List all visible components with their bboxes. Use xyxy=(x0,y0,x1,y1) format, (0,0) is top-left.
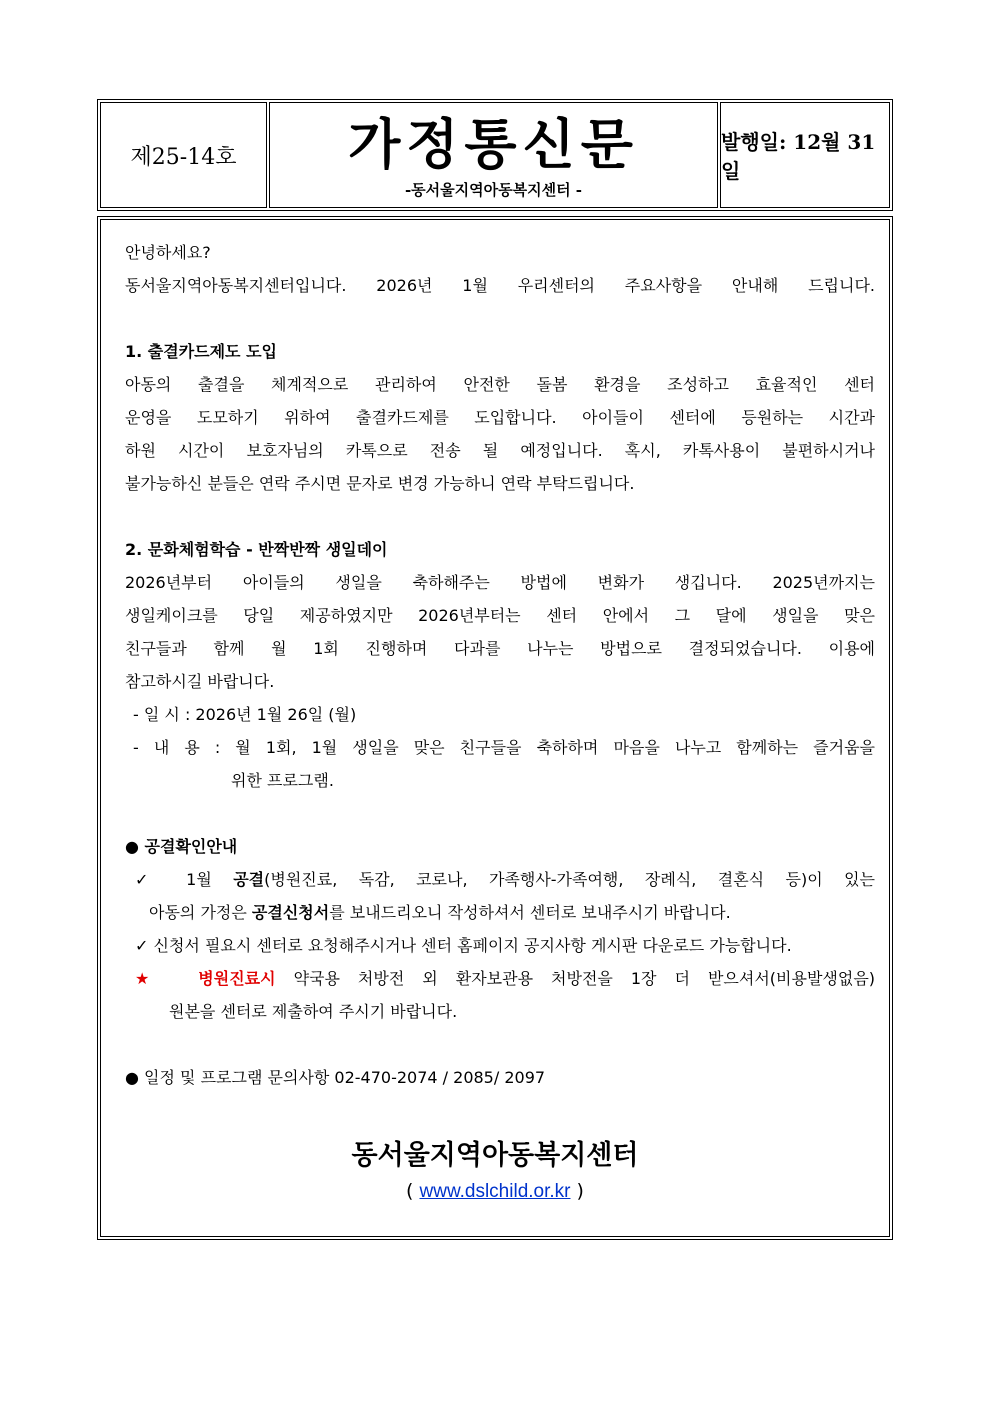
absence-check-1 xyxy=(125,863,875,896)
event-date: - 일 시 : 2026년 1월 26일 (월) xyxy=(133,705,357,724)
check-1-rest: (병원진료, 독감, 코로나, 가족행사-가족여행, 장례식, 결혼식 등)이 있는 xyxy=(264,870,876,889)
page-title: 가정통신문 xyxy=(348,112,639,176)
check-1-prefix: ✓ 1월 xyxy=(135,870,234,889)
header-inner xyxy=(100,102,890,208)
section1-line: 아동의 출결을 체계적으로 관리하여 안전한 돌봄 환경을 조성하고 효율적인 센터 xyxy=(125,375,875,394)
section1-title: 1. 출결카드제도 도입 xyxy=(125,342,277,361)
title-cell xyxy=(269,102,718,208)
event-content-cont: 위한 프로그램. xyxy=(231,771,334,790)
section2-line: 생일케이크를 당일 제공하였지만 2026년부터는 센터 안에서 그 달에 생일을 맞은 xyxy=(125,606,875,625)
header-table xyxy=(97,99,893,211)
section1-line: 하원 시간이 보호자님의 카톡으로 전송 될 예정입니다. 혹시, 카톡사용이 불편하시거나 xyxy=(125,441,875,460)
star-icon: ★ xyxy=(135,969,163,988)
section2-title: 2. 문화체험학습 - 반짝반짝 생일데이 xyxy=(125,540,388,559)
footer-url-line xyxy=(97,1180,893,1203)
section1-line: 불가능하신 분들은 연락 주시면 문자로 변경 가능하니 연락 부탁드립니다. xyxy=(125,474,635,493)
section2-line: 친구들과 함께 월 1회 진행하며 다과를 나누는 방법으로 결정되었습니다. 이용에 xyxy=(125,639,875,658)
issue-number: 제25-14호 xyxy=(100,102,267,208)
check-1-cont-a: 아동의 가정은 xyxy=(149,903,252,922)
absence-star-note xyxy=(125,962,875,995)
check-1-bold: 공결 xyxy=(233,870,265,889)
issue-date: 발행일: 12월 31일 xyxy=(720,102,890,208)
absence-check-1-cont xyxy=(125,896,875,929)
check-1-cont-bold: 공결신청서 xyxy=(251,903,330,922)
section2-line: 2026년부터 아이들의 생일을 축하해주는 방법에 변화가 생깁니다. 2025년까지는 xyxy=(125,573,875,592)
absence-star-cont: 원본을 센터로 제출하여 주시기 바랍니다. xyxy=(169,1002,458,1021)
page-subtitle: -동서울지역아동복지센터 - xyxy=(404,181,583,199)
greeting: 안녕하세요? xyxy=(125,243,211,262)
event-content: - 내 용 : 월 1회, 1월 생일을 맞은 친구들을 축하하며 마음을 나누고 함께하는 즐거움을 xyxy=(133,738,875,757)
section2-line: 참고하시길 바랍니다. xyxy=(125,672,275,691)
absence-title: ● 공결확인안내 xyxy=(125,837,238,856)
check-1-cont-c: 를 보내드리오니 작성하셔서 센터로 보내주시기 바랍니다. xyxy=(329,903,731,922)
footer-center-name: 동서울지역아동복지센터 xyxy=(351,1140,639,1171)
star-rest: 약국용 처방전 외 환자보관용 처방전을 1장 더 받으셔서(비용발생없음) xyxy=(275,969,876,988)
intro-line: 동서울지역아동복지센터입니다. 2026년 1월 우리센터의 주요사항을 안내해 드립니다. xyxy=(125,276,875,295)
website-link[interactable]: www.dslchild.or.kr xyxy=(419,1181,571,1202)
paren-close: ) xyxy=(570,1180,584,1202)
letter-content xyxy=(125,236,875,1094)
section1-line: 운영을 도모하기 위하여 출결카드제를 도입합니다. 아이들이 센터에 등원하는 시간과 xyxy=(125,408,875,427)
star-bold: 병원진료시 xyxy=(198,969,276,988)
paren-open: ( xyxy=(406,1180,420,1202)
absence-check-2: ✓ 신청서 필요시 센터로 요청해주시거나 센터 홈페이지 공지사항 게시판 다운로드 가능합니다. xyxy=(135,936,792,955)
contact-line: ● 일정 및 프로그램 문의사항 02-470-2074 / 2085/ 2097 xyxy=(125,1068,546,1087)
